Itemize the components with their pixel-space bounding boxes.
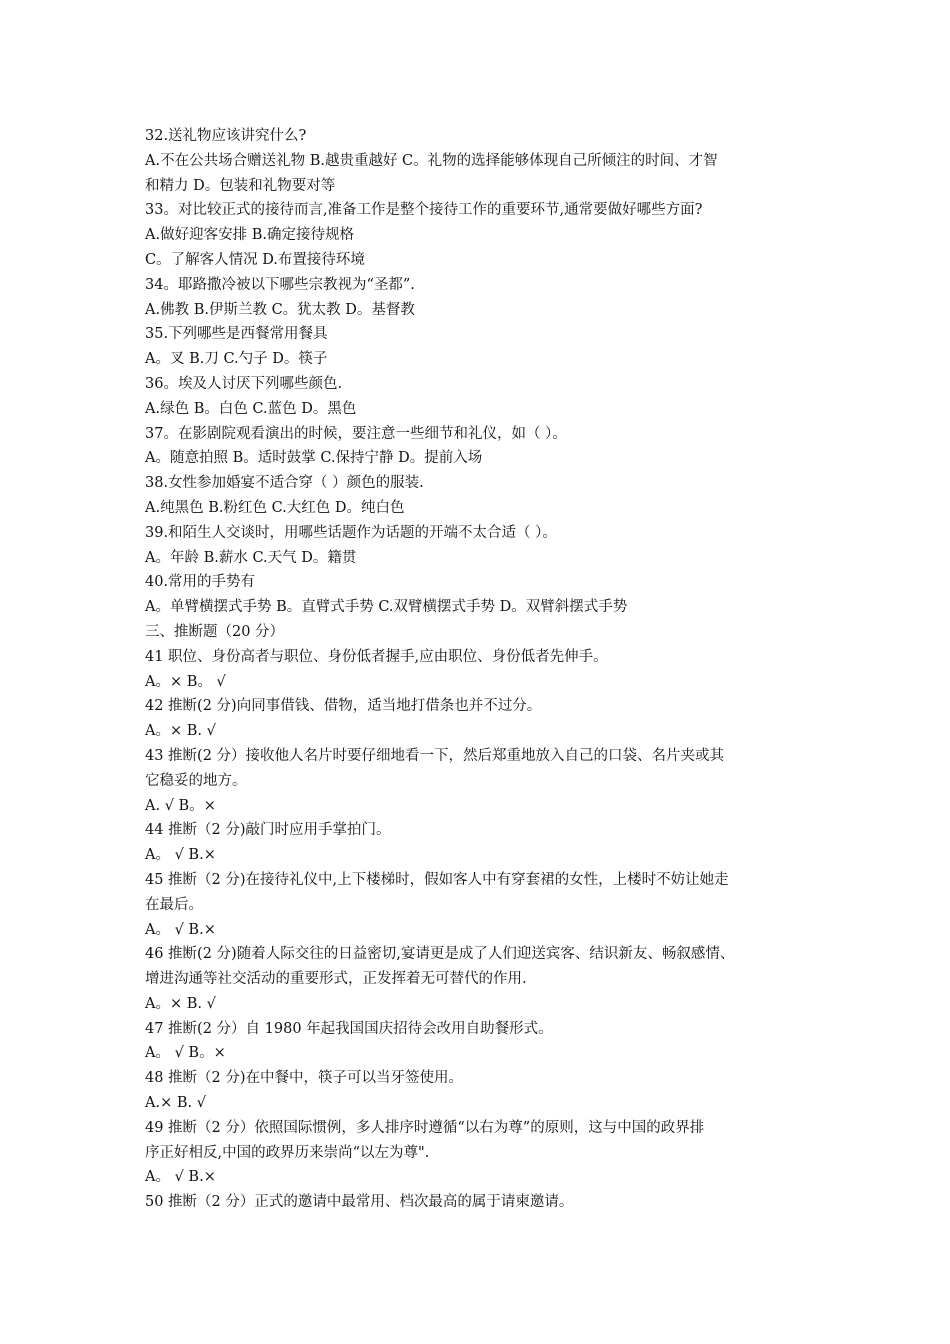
text-line: 在最后。 xyxy=(145,896,203,913)
text-line: 和精力 D。包装和礼物要对等 xyxy=(145,177,336,194)
text-line: 45 推断（2 分)在接待礼仪中,上下楼梯时，假如客人中有穿套裙的女性，上楼时不妨让她走 xyxy=(145,871,729,888)
text-line: 48 推断（2 分)在中餐中，筷子可以当牙签使用。 xyxy=(145,1070,464,1087)
text-line: A.纯黑色 B.粉红色 C.大红色 D。纯白色 xyxy=(145,499,405,516)
text-line: 43 推断(2 分）接收他人名片时要仔细地看一下，然后郑重地放入自己的口袋、名片夹或其 xyxy=(145,747,725,764)
text-line: 它稳妥的地方。 xyxy=(145,772,247,789)
text-line: 50 推断（2 分）正式的邀请中最常用、档次最高的属于请柬邀请。 xyxy=(145,1194,574,1211)
text-line: A。随意拍照 B。适时鼓掌 C.保持宁静 D。提前入场 xyxy=(145,450,483,467)
text-line: 33。对比较正式的接待而言,准备工作是整个接待工作的重要环节,通常要做好哪些方面? xyxy=(145,202,703,219)
text-line: 39.和陌生人交谈时，用哪些话题作为话题的开端不太合适（ ）。 xyxy=(145,524,557,541)
text-line: A。× B。 √ xyxy=(145,673,226,690)
text-line: A.佛教 B.伊斯兰教 C。犹太教 D。基督教 xyxy=(145,301,415,318)
text-line: C。了解客人情况 D.布置接待环境 xyxy=(145,251,365,268)
text-line: A.做好迎客安排 B.确定接待规格 xyxy=(145,227,354,244)
text-line: 35.下列哪些是西餐常用餐具 xyxy=(145,326,328,343)
text-line: 序正好相反,中国的政界历来崇尚“以左为尊". xyxy=(145,1144,430,1161)
text-line: 34。耶路撒冷被以下哪些宗教视为“圣都”. xyxy=(145,276,415,293)
text-line: A。× B. √ xyxy=(145,723,216,740)
text-line: A.× B. √ xyxy=(145,1095,206,1112)
text-line: 49 推断（2 分）依照国际惯例，多人排序时遵循“以右为尊”的原则，这与中国的政界排 xyxy=(145,1119,705,1136)
text-line: A。 √ B.× xyxy=(145,1169,216,1186)
text-line: 三、推断题（20 分） xyxy=(145,623,285,640)
text-line: 42 推断(2 分)向同事借钱、借物，适当地打借条也并不过分。 xyxy=(145,698,542,715)
text-line: A。叉 B.刀 C.勺子 D。筷子 xyxy=(145,351,328,368)
text-line: 36。埃及人讨厌下列哪些颜色. xyxy=(145,375,343,392)
text-line: 37。在影剧院观看演出的时候，要注意一些细节和礼仪，如（ ）。 xyxy=(145,425,567,442)
text-line: A.绿色 B。白色 C.蓝色 D。黑色 xyxy=(145,400,357,417)
text-line: A. √ B。× xyxy=(145,797,216,814)
text-line: 32.送礼物应该讲究什么? xyxy=(145,128,307,144)
text-line: 38.女性参加婚宴不适合穿（ ）颜色的服装. xyxy=(145,475,424,492)
document-body xyxy=(145,124,825,1215)
text-line: A.不在公共场合赠送礼物 B.越贵重越好 C。礼物的选择能够体现自己所倾注的时间、才智 xyxy=(145,152,718,169)
text-line: A。 √ B.× xyxy=(145,921,216,938)
text-line: A。单臂横摆式手势 B。直臂式手势 C.双臂横摆式手势 D。双臂斜摆式手势 xyxy=(145,599,628,616)
text-line: A。× B. √ xyxy=(145,995,216,1012)
text-line: 40.常用的手势有 xyxy=(145,574,256,591)
text-line: A。年龄 B.薪水 C.天气 D。籍贯 xyxy=(145,549,357,566)
text-line: 41 职位、身份高者与职位、身份低者握手,应由职位、身份低者先伸手。 xyxy=(145,648,608,665)
text-line: 增进沟通等社交活动的重要形式，正发挥着无可替代的作用. xyxy=(145,971,527,988)
text-line: 47 推断(2 分）自 1980 年起我国国庆招待会改用自助餐形式。 xyxy=(145,1020,553,1037)
text-line: 44 推断（2 分)敲门时应用手掌拍门。 xyxy=(145,822,391,839)
text-line: A。 √ B.× xyxy=(145,847,216,864)
text-line: 46 推断(2 分)随着人际交往的日益密切,宴请更是成了人们迎送宾客、结识新友、畅叙感情、 xyxy=(145,946,735,963)
text-line: A。 √ B。× xyxy=(145,1045,226,1062)
